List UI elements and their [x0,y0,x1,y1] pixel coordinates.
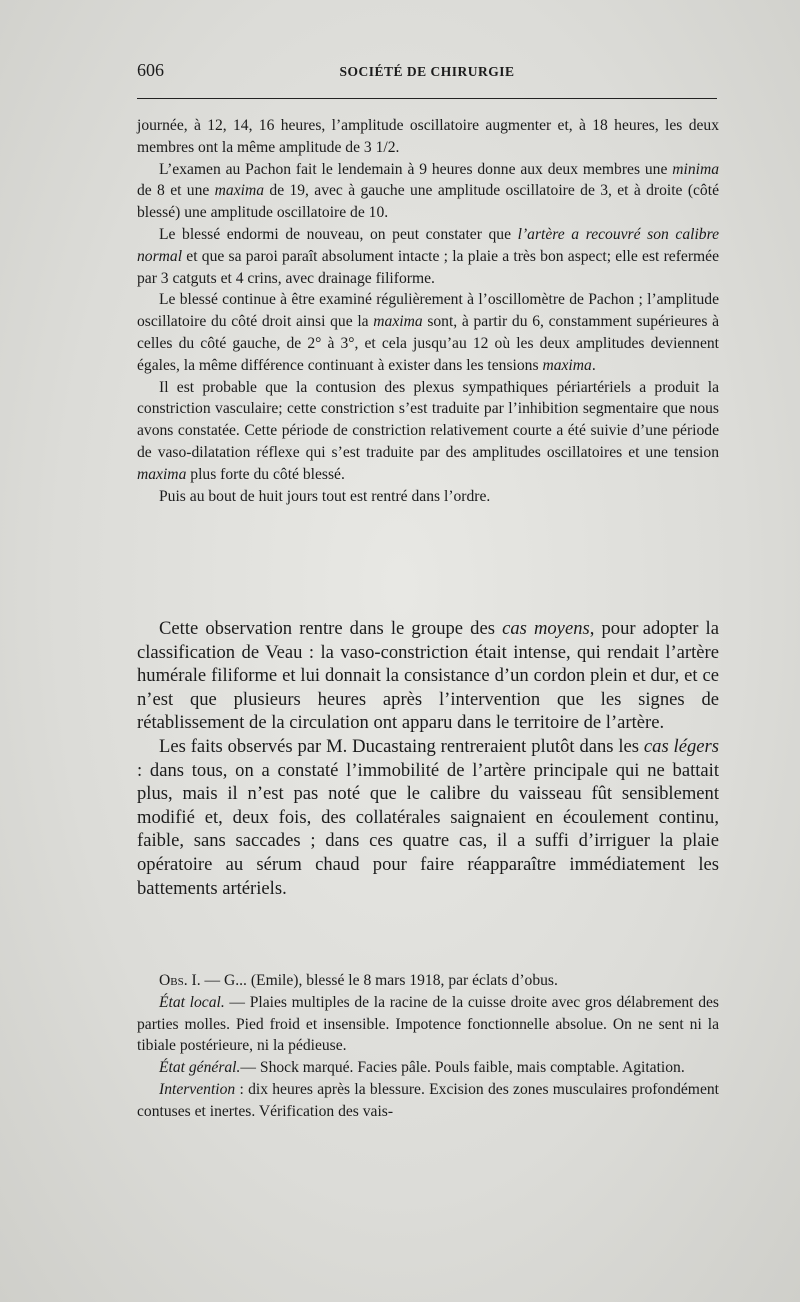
header-rule [137,98,717,99]
observation-heading: Obs. I. — G... (Emile), blessé le 8 mars 1918, par éclats d’obus. [159,972,558,989]
case-report-section [137,115,719,507]
running-title: SOCIÉTÉ DE CHIRURGIE [339,64,515,79]
paragraph: Le blessé continue à être examiné régulièrement à l’oscillomètre de Pachon ; l’amplitude oscillatoire du côté droit ainsi que la maxima sont, à partir du 6, constamment supérieures à celles du côté gauche, de 2° à 3°, et cela jusqu’au 12 où les deux amplitudes deviennent égales, la même différence continuant à exister dans les tensions maxima. [137,291,720,374]
page-header [137,56,717,86]
paragraph: Le blessé endormi de nouveau, on peut constater que l’artère a recouvré son calibre normal et que sa paroi paraît absolument intacte ; la plaie a très bon aspect; elle est refermée par 3 catguts et 4 crins, avec drainage filiforme. [137,225,719,287]
paragraph: État local. — Plaies multiples de la racine de la cuisse droite avec gros délabrement des parties molles. Pied froid et insensible. Impotence fonctionnelle absolue. On ne sent ni la tibiale postérieure, ni la pédieuse. [137,993,719,1055]
paragraph: Intervention : dix heures après la blessure. Excision des zones musculaires profondément contuses et inertes. Vérification des vais- [137,1080,719,1120]
discussion-section [137,617,719,900]
paragraph: Puis au bout de huit jours tout est rentré dans l’ordre. [159,487,491,505]
paragraph: L’examen au Pachon fait le lendemain à 9 heures donne aux deux membres une minima de 8 et une maxima de 19, avec à gauche une amplitude oscillatoire de 3, et à droite (côté blessé) une amplitude oscillatoire de 10. [137,160,719,222]
paragraph: État général.— Shock marqué. Facies pâle. Pouls faible, mais comptable. Agitation. [159,1059,685,1077]
observation-section [137,970,719,1123]
paragraph: Il est probable que la contusion des plexus sympathiques périartériels a produit la constriction vasculaire; cette constriction s’est traduite par l’inhibition segmentaire que nous avons constatée. Cette période de constriction relativement courte a été suivie d’une période de vaso-dilatation réflexe qui s’est traduite par des amplitudes oscillatoires et une tension maxima plus forte du côté blessé. [137,378,719,483]
paragraph: journée, à 12, 14, 16 heures, l’amplitude oscillatoire augmenter et, à 18 heures, les deux membres ont la même amplitude de 3 1/2. [137,117,719,156]
page-number: 606 [137,60,164,80]
paragraph: Les faits observés par M. Ducastaing rentreraient plutôt dans les cas légers : dans tous, on a constaté l’immobilité de l’artère principale qui ne battait plus, mais il n’est pas noté que le calibre du vaisseau fût sensiblement modifié et, deux fois, des collatérales saignaient en écoulement continu, faible, sans saccades ; dans ces quatre cas, il a suffi d’irriguer la plaie opératoire au sérum chaud pour faire réapparaître immédiatement les battements artériels. [137,735,719,899]
paragraph: Cette observation rentre dans le groupe des cas moyens, pour adopter la classification de Veau : la vaso-constriction était intense, qui rendait l’artère humérale filiforme et lui donnait la consistance d’un cordon plein et dur, et ce n’est que plusieurs heures après l’intervention que les signes de rétablissement de la circulation ont apparu dans le territoire de l’artère. [137,618,719,734]
